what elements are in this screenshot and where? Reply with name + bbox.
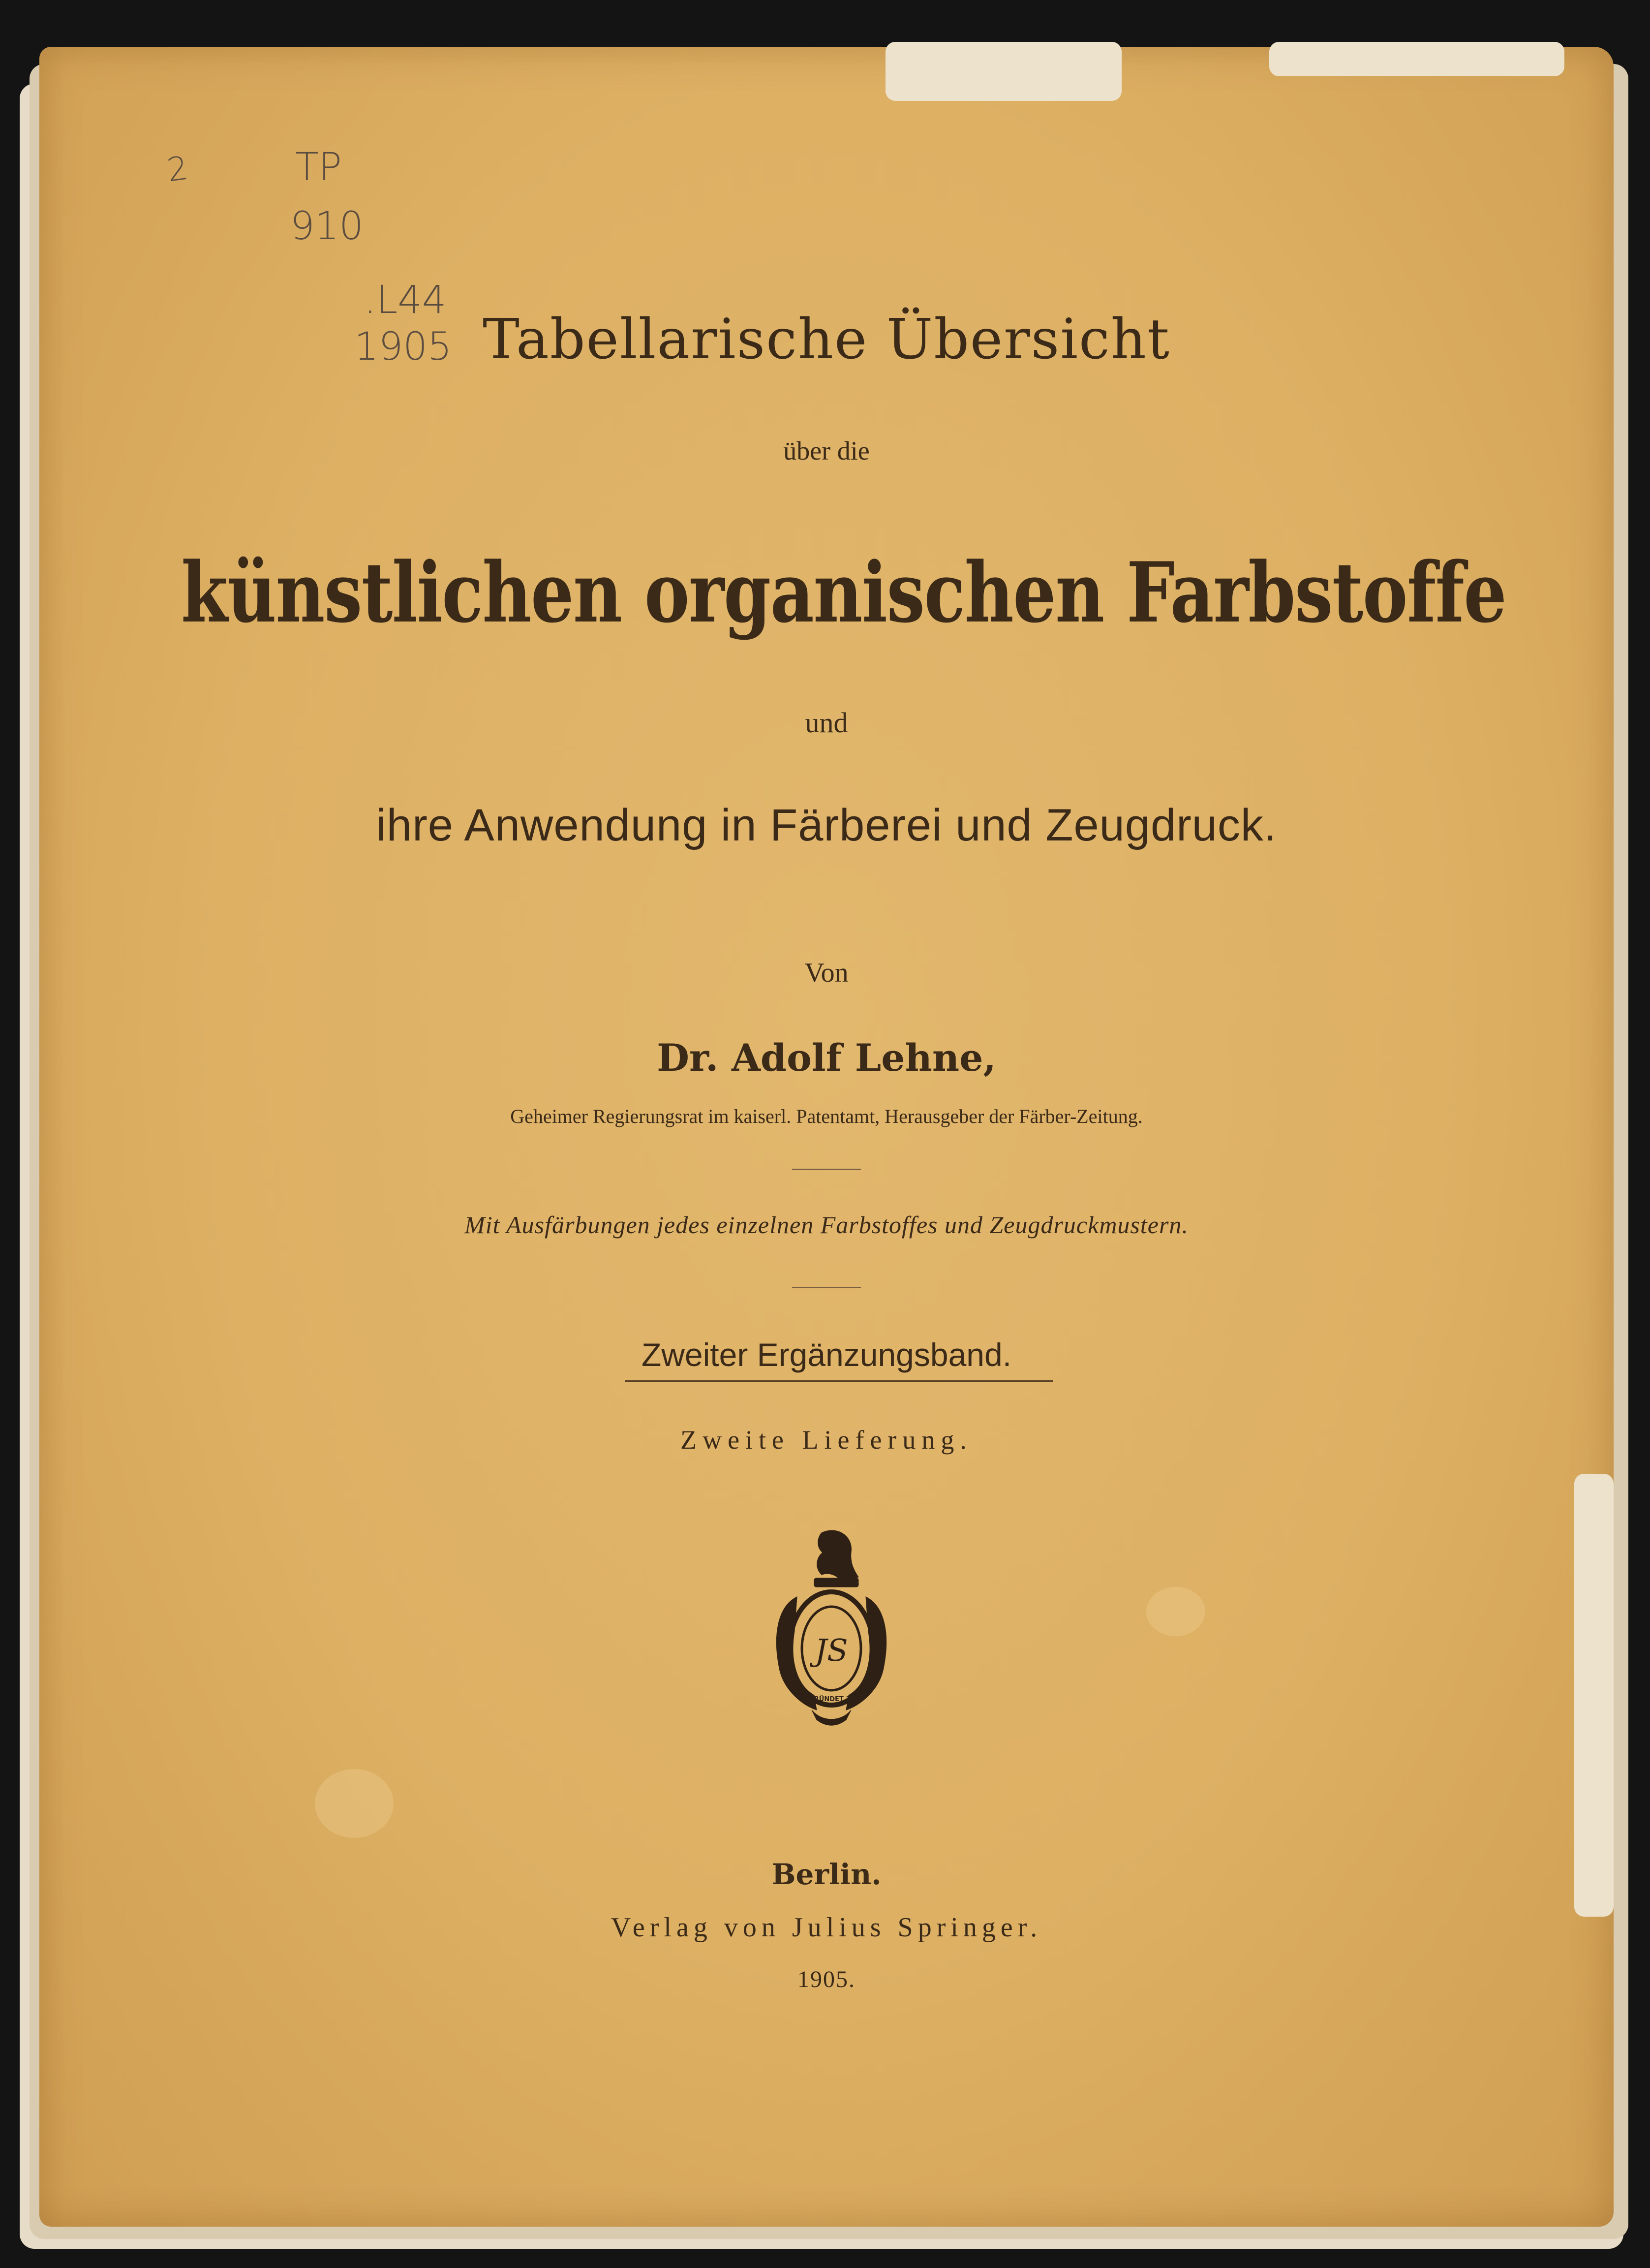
title-connector: über die bbox=[783, 436, 870, 466]
handwritten-year: 1905 bbox=[354, 325, 452, 369]
emblem-motto: GEGRÜNDET 1842 bbox=[799, 1696, 864, 1703]
illustration-note: Mit Ausfärbungen jedes einzelnen Farbstoffes und Zeugdruckmustern. bbox=[464, 1211, 1189, 1239]
handwritten-cutter: .L44 bbox=[364, 278, 447, 322]
supplement-underline bbox=[625, 1380, 1053, 1382]
handwritten-mark: 2 bbox=[164, 149, 191, 189]
emblem-monogram: JS bbox=[815, 1632, 848, 1668]
subtitle: ihre Anwendung in Färberei und Zeugdruck. bbox=[376, 800, 1277, 850]
cover-content bbox=[39, 47, 1614, 2227]
by-label: Von bbox=[804, 958, 849, 988]
title-top: Tabellarische Übersicht bbox=[483, 308, 1170, 372]
handwritten-call-class: TP bbox=[295, 145, 342, 189]
imprint-year: 1905. bbox=[797, 1966, 856, 1992]
imprint-city: Berlin. bbox=[771, 1858, 882, 1891]
divider-rule bbox=[792, 1169, 861, 1170]
title-connector-and: und bbox=[805, 707, 848, 739]
main-title: künstlichen organischen Farbstoffe bbox=[181, 544, 1506, 641]
divider-rule bbox=[792, 1287, 861, 1288]
imprint-publisher: Verlag von Julius Springer. bbox=[611, 1912, 1042, 1943]
handwritten-call-number: 910 bbox=[290, 204, 364, 249]
publisher-knight-emblem-icon bbox=[767, 1523, 895, 1730]
author-affiliation: Geheimer Regierungsrat im kaiserl. Patentamt, Herausgeber der Färber-Zeitung. bbox=[510, 1105, 1143, 1127]
author-name: Dr. Adolf Lehne, bbox=[657, 1036, 996, 1080]
delivery-number: Zweite Lieferung. bbox=[680, 1425, 973, 1455]
supplement-volume: Zweiter Ergänzungsband. bbox=[641, 1336, 1012, 1373]
